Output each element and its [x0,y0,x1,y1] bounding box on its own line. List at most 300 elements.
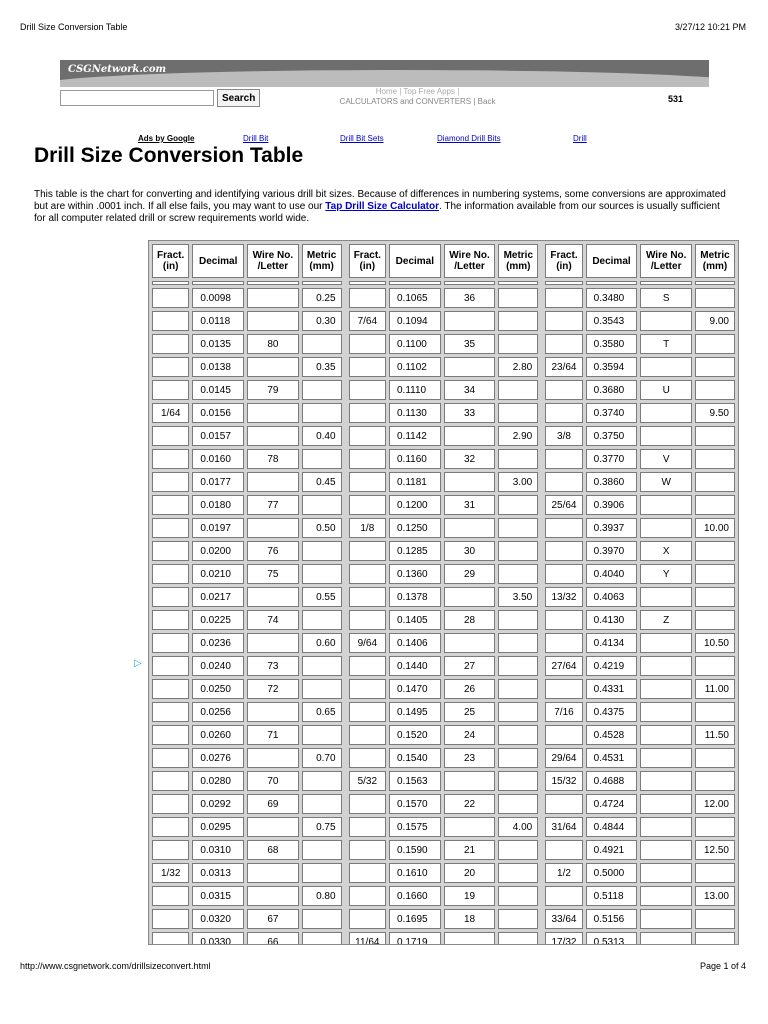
cell-fraction [152,449,189,469]
cell-fraction [152,564,189,584]
cell-decimal: 0.0225 [192,610,244,630]
cell-decimal: 0.4724 [586,794,638,814]
cell-wire: 26 [444,679,496,699]
cell-wire [247,403,299,423]
cell-decimal: 0.4528 [586,725,638,745]
cell-metric [695,449,735,469]
cell-wire: X [640,541,692,561]
cell-metric [498,679,538,699]
search-button[interactable]: Search [217,89,260,107]
cell-wire [640,426,692,446]
cell-metric: 0.35 [302,357,342,377]
table-row [152,357,735,377]
cell-wire: 18 [444,909,496,929]
adchoices-icon[interactable]: ▷ [134,658,142,669]
cell-metric [302,403,342,423]
cell-wire [444,518,496,538]
cell-decimal: 0.0177 [192,472,244,492]
cell-wire: 35 [444,334,496,354]
page-title: Drill Size Conversion Table [34,144,304,167]
cell-metric [695,771,735,791]
cell-fraction [349,610,386,630]
cell-wire [640,886,692,906]
cell-wire [640,932,692,945]
cell-decimal: 0.1130 [389,403,441,423]
cell-metric: 13.00 [695,886,735,906]
tap-drill-calculator-link[interactable]: Tap Drill Size Calculator [325,201,439,212]
cell-metric [695,909,735,929]
cell-decimal: 0.1102 [389,357,441,377]
cell-decimal: 0.0295 [192,817,244,837]
spacer-cell [444,281,496,285]
cell-fraction [545,311,582,331]
table-row [152,380,735,400]
group-gap [541,495,542,515]
cell-fraction [152,311,189,331]
cell-fraction [545,633,582,653]
cell-decimal: 0.1142 [389,426,441,446]
cell-fraction [152,495,189,515]
cell-fraction [349,541,386,561]
cell-metric [498,771,538,791]
cell-fraction [349,334,386,354]
cell-metric [695,817,735,837]
print-footer-url: http://www.csgnetwork.com/drillsizeconvert.html [20,961,211,971]
group-gap [541,932,542,945]
cell-wire: 80 [247,334,299,354]
cell-fraction: 3/8 [545,426,582,446]
cell-metric [695,863,735,883]
site-banner[interactable] [60,60,709,87]
cell-wire [640,794,692,814]
cell-decimal: 0.3970 [586,541,638,561]
spacer-cell [152,281,189,285]
cell-metric: 3.50 [498,587,538,607]
table-row [152,564,735,584]
cell-wire: 33 [444,403,496,423]
cell-wire [247,518,299,538]
intro-paragraph [34,189,734,225]
ad-link-drill-bit[interactable]: Drill Bit [243,134,269,143]
group-gap [345,380,346,400]
group-gap [345,334,346,354]
cell-wire: 30 [444,541,496,561]
cell-metric [695,334,735,354]
cell-decimal: 0.1181 [389,472,441,492]
cell-metric [498,449,538,469]
group-gap [345,771,346,791]
cell-wire [640,357,692,377]
cell-decimal: 0.0180 [192,495,244,515]
cell-fraction [349,863,386,883]
cell-wire: 79 [247,380,299,400]
cell-decimal: 0.3580 [586,334,638,354]
table-row [152,840,735,860]
group-gap [541,794,542,814]
group-gap [345,472,346,492]
cell-fraction: 9/64 [349,633,386,653]
cell-metric [302,564,342,584]
spacer-cell [302,281,342,285]
group-gap [345,817,346,837]
cell-fraction [349,794,386,814]
cell-wire: 32 [444,449,496,469]
cell-fraction [545,380,582,400]
cell-decimal: 0.1695 [389,909,441,929]
cell-fraction [152,380,189,400]
cell-metric: 0.30 [302,311,342,331]
cell-decimal: 0.1470 [389,679,441,699]
cell-wire [247,311,299,331]
cell-metric: 0.55 [302,587,342,607]
cell-wire: 36 [444,288,496,308]
cell-fraction [152,426,189,446]
cell-metric [498,863,538,883]
header-fraction: Fract. (in) [152,244,189,278]
cell-wire [640,495,692,515]
cell-fraction [349,587,386,607]
ad-link-drill-bit-sets[interactable]: Drill Bit Sets [340,134,384,143]
cell-metric [498,633,538,653]
cell-decimal: 0.3594 [586,357,638,377]
cell-fraction [349,288,386,308]
cell-wire: 34 [444,380,496,400]
group-gap [345,495,346,515]
cell-metric [498,403,538,423]
table-row [152,587,735,607]
cell-decimal: 0.0240 [192,656,244,676]
cell-decimal: 0.5000 [586,863,638,883]
cell-wire [640,656,692,676]
group-gap [345,587,346,607]
cell-decimal: 0.0250 [192,679,244,699]
cell-decimal: 0.3750 [586,426,638,446]
cell-decimal: 0.1285 [389,541,441,561]
cell-metric: 0.50 [302,518,342,538]
cell-wire: U [640,380,692,400]
group-gap [345,541,346,561]
cell-wire [247,357,299,377]
cell-decimal: 0.4531 [586,748,638,768]
spacer-cell [541,281,542,285]
cell-fraction [545,725,582,745]
cell-fraction [545,794,582,814]
search-input[interactable] [60,90,214,106]
cell-metric [498,909,538,929]
cell-fraction [152,840,189,860]
intro-text-after: . The information available from our sources is usually sufficient for all computer related drill or screw requirements world wide. [34,201,720,224]
cell-wire [247,426,299,446]
cell-fraction [349,403,386,423]
cell-metric: 0.80 [302,886,342,906]
group-gap [541,449,542,469]
header-metric: Metric (mm) [302,244,342,278]
cell-decimal: 0.3906 [586,495,638,515]
cell-wire [444,311,496,331]
ad-link-diamond-drill-bits[interactable]: Diamond Drill Bits [437,134,501,143]
cell-fraction [349,886,386,906]
cell-decimal: 0.0310 [192,840,244,860]
group-gap [345,403,346,423]
group-gap [345,357,346,377]
group-gap [345,311,346,331]
cell-wire: 70 [247,771,299,791]
cell-decimal: 0.4375 [586,702,638,722]
group-gap [541,541,542,561]
cell-wire [640,403,692,423]
cell-decimal: 0.0135 [192,334,244,354]
cell-wire: W [640,472,692,492]
cell-fraction [349,357,386,377]
cell-metric [302,541,342,561]
cell-decimal: 0.3680 [586,380,638,400]
cell-wire: 24 [444,725,496,745]
table-row [152,863,735,883]
group-gap [345,886,346,906]
cell-wire: 66 [247,932,299,945]
cell-fraction: 31/64 [545,817,582,837]
cell-wire [444,932,496,945]
cell-wire: 72 [247,679,299,699]
cell-decimal: 0.3937 [586,518,638,538]
group-gap [345,449,346,469]
nav-bottom-links[interactable]: CALCULATORS and CONVERTERS | Back [339,97,496,106]
cell-decimal: 0.5313 [586,932,638,945]
cell-decimal: 0.1250 [389,518,441,538]
cell-metric [498,932,538,945]
group-gap [345,426,346,446]
cell-decimal: 0.4063 [586,587,638,607]
cell-wire: Y [640,564,692,584]
cell-decimal: 0.0315 [192,886,244,906]
spacer-cell [247,281,299,285]
cell-wire: 22 [444,794,496,814]
group-gap [541,518,542,538]
cell-wire: 20 [444,863,496,883]
cell-fraction [152,679,189,699]
cell-decimal: 0.0197 [192,518,244,538]
cell-fraction [152,587,189,607]
spacer-row [152,281,735,285]
print-footer [20,961,746,971]
header-fraction: Fract. (in) [545,244,582,278]
cell-metric [302,863,342,883]
cell-wire [247,886,299,906]
group-gap [345,679,346,699]
cell-metric: 0.75 [302,817,342,837]
cell-fraction [152,357,189,377]
cell-decimal: 0.4921 [586,840,638,860]
cell-metric [302,909,342,929]
cell-metric [695,357,735,377]
cell-wire: 28 [444,610,496,630]
cell-wire: 68 [247,840,299,860]
cell-metric [695,656,735,676]
cell-decimal: 0.1110 [389,380,441,400]
cell-wire: 19 [444,886,496,906]
cell-fraction [152,656,189,676]
group-gap [345,748,346,768]
cell-metric: 12.00 [695,794,735,814]
cell-fraction [152,472,189,492]
cell-decimal: 0.3860 [586,472,638,492]
cell-metric [695,702,735,722]
cell-fraction [349,817,386,837]
cell-fraction [545,334,582,354]
cell-fraction: 7/16 [545,702,582,722]
cell-decimal: 0.0280 [192,771,244,791]
cell-metric: 3.00 [498,472,538,492]
cell-decimal: 0.0320 [192,909,244,929]
group-gap [541,633,542,653]
cell-wire [444,817,496,837]
spacer-cell [389,281,441,285]
cell-metric [695,288,735,308]
cell-decimal: 0.0256 [192,702,244,722]
cell-fraction: 13/32 [545,587,582,607]
cell-wire: 71 [247,725,299,745]
print-header-datetime: 3/27/12 10:21 PM [674,22,746,32]
group-gap [541,334,542,354]
cell-fraction [349,679,386,699]
cell-metric: 9.00 [695,311,735,331]
cell-metric: 0.25 [302,288,342,308]
cell-decimal: 0.1100 [389,334,441,354]
cell-metric: 10.00 [695,518,735,538]
cell-decimal: 0.3543 [586,311,638,331]
spacer-cell [545,281,582,285]
cell-fraction [152,518,189,538]
cell-decimal: 0.0276 [192,748,244,768]
group-gap [541,244,542,278]
cell-fraction [545,541,582,561]
group-gap [541,748,542,768]
cell-fraction [545,564,582,584]
cell-metric: 0.70 [302,748,342,768]
cell-decimal: 0.0217 [192,587,244,607]
table-row [152,426,735,446]
cell-fraction [349,380,386,400]
group-gap [541,909,542,929]
cell-metric [302,771,342,791]
cell-decimal: 0.3770 [586,449,638,469]
cell-decimal: 0.4130 [586,610,638,630]
cell-decimal: 0.3740 [586,403,638,423]
cell-fraction [152,794,189,814]
cell-fraction: 11/64 [349,932,386,945]
group-gap [345,840,346,860]
table-row [152,725,735,745]
cell-decimal: 0.1495 [389,702,441,722]
spacer-cell [640,281,692,285]
table-row [152,886,735,906]
cell-wire: 77 [247,495,299,515]
cell-fraction: 15/32 [545,771,582,791]
cell-wire [640,771,692,791]
cell-fraction [545,449,582,469]
cell-fraction [545,840,582,860]
cell-metric [498,840,538,860]
group-gap [541,357,542,377]
cell-metric [302,334,342,354]
cell-decimal: 0.0260 [192,725,244,745]
nav-top-links[interactable]: Home | Top Free Apps | [375,87,460,96]
cell-decimal: 0.4688 [586,771,638,791]
cell-fraction [545,679,582,699]
conversion-table-container[interactable] [148,240,739,945]
cell-metric [695,564,735,584]
table-row [152,403,735,423]
cell-fraction: 29/64 [545,748,582,768]
cell-wire: 23 [444,748,496,768]
cell-fraction [545,288,582,308]
cell-fraction: 27/64 [545,656,582,676]
cell-wire [444,587,496,607]
cell-fraction [349,449,386,469]
cell-fraction [545,472,582,492]
spacer-cell [345,281,346,285]
cell-decimal: 0.1094 [389,311,441,331]
cell-metric [302,656,342,676]
table-row [152,794,735,814]
cell-metric [302,840,342,860]
cell-metric [695,541,735,561]
group-gap [541,311,542,331]
cell-decimal: 0.0138 [192,357,244,377]
cell-metric [695,610,735,630]
cell-metric [498,380,538,400]
cell-metric [695,426,735,446]
cell-fraction: 23/64 [545,357,582,377]
spacer-cell [586,281,638,285]
cell-decimal: 0.1378 [389,587,441,607]
spacer-cell [498,281,538,285]
cell-decimal: 0.1563 [389,771,441,791]
cell-wire [247,587,299,607]
spacer-cell [695,281,735,285]
header-wire: Wire No. /Letter [640,244,692,278]
group-gap [541,840,542,860]
ad-link-drill[interactable]: Drill [573,134,587,143]
table-row [152,288,735,308]
cell-fraction: 1/2 [545,863,582,883]
cell-wire [640,679,692,699]
cell-fraction [545,886,582,906]
header-decimal: Decimal [389,244,441,278]
cell-decimal: 0.1405 [389,610,441,630]
cell-wire [640,311,692,331]
cell-metric [498,311,538,331]
cell-fraction [152,886,189,906]
intro-text-before: This table is the chart for converting and identifying various drill bit sizes. Because of differences in numbering systems, some conversions are approximated but are within .0001 inch. If all else fails, you may want to use our [34,189,726,212]
cell-metric: 9.50 [695,403,735,423]
group-gap [345,863,346,883]
cell-metric [498,495,538,515]
cell-wire [640,748,692,768]
cell-decimal: 0.1570 [389,794,441,814]
site-logo[interactable]: CSGNetwork.com [68,64,167,75]
table-header-row [152,244,735,278]
ads-by-google-label[interactable]: Ads by Google [138,134,195,143]
cell-fraction: 25/64 [545,495,582,515]
spacer-cell [192,281,244,285]
cell-metric: 4.00 [498,817,538,837]
cell-decimal: 0.1520 [389,725,441,745]
cell-metric: 10.50 [695,633,735,653]
cell-wire [640,518,692,538]
cell-fraction [152,633,189,653]
group-gap [541,610,542,630]
